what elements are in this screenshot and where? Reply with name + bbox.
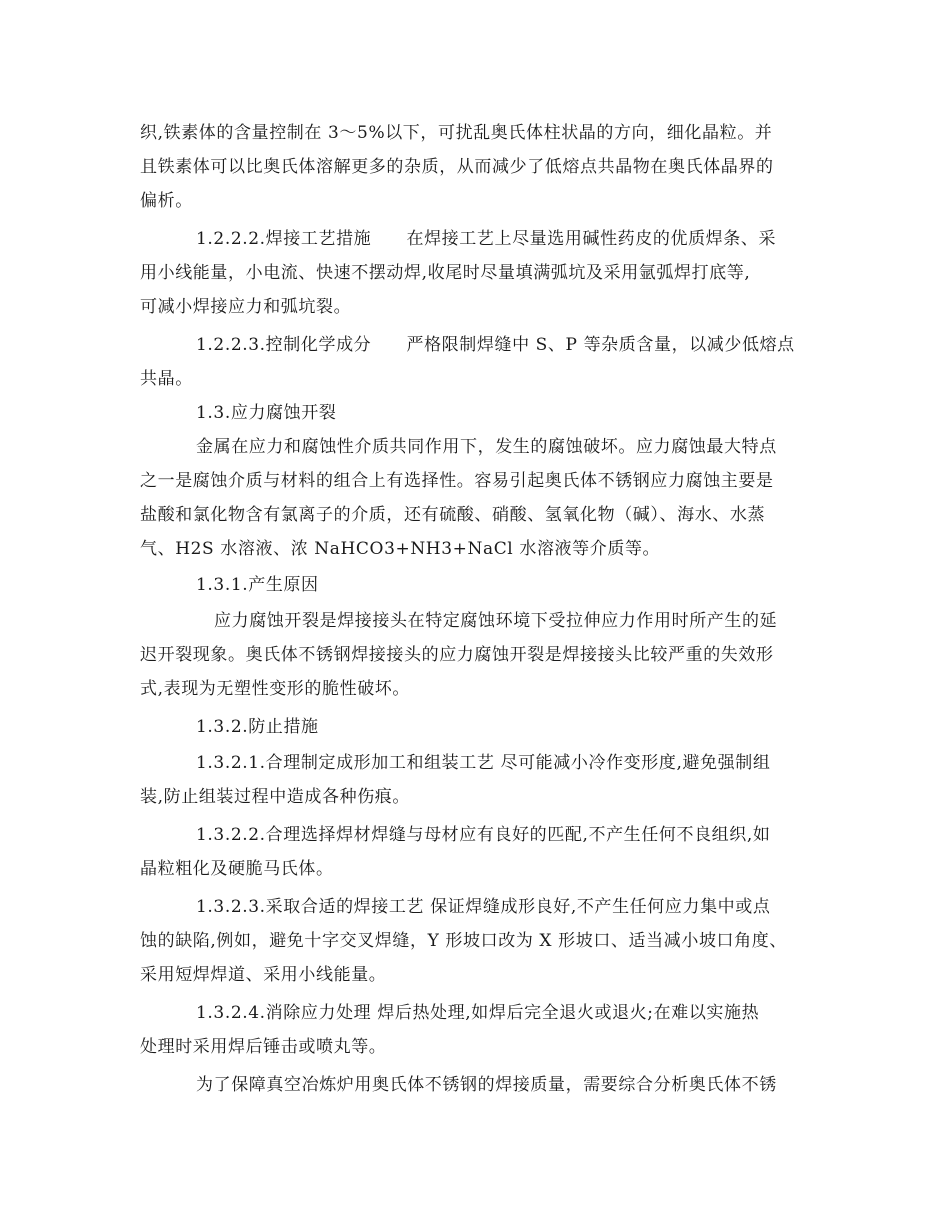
section-heading-1-2-2-2: 1.2.2.2.焊接工艺措施 在焊接工艺上尽量选用碱性药皮的优质焊条、采 bbox=[196, 229, 777, 249]
text-line: 盐酸和氯化物含有氯离子的介质，还有硫酸、硝酸、氢氧化物（碱）、海水、水蒸 bbox=[140, 505, 766, 525]
text-line: 用小线能量，小电流、快速不摆动焊,收尾时尽量填满弧坑及采用氩弧焊打底等, bbox=[140, 263, 751, 283]
text-line: 且铁素体可以比奥氏体溶解更多的杂质，从而减少了低熔点共晶物在奥氏体晶界的 bbox=[140, 157, 774, 177]
section-heading-1-3-1: 1.3.1.产生原因 bbox=[196, 575, 319, 595]
text-line: 采用短焊焊道、采用小线能量。 bbox=[140, 965, 387, 985]
text-line: 为了保障真空冶炼炉用奥氏体不锈钢的焊接质量，需要综合分析奥氏体不锈 bbox=[196, 1075, 777, 1095]
text-line: 应力腐蚀开裂是焊接接头在特定腐蚀环境下受拉伸应力作用时所产生的延 bbox=[214, 611, 778, 631]
section-heading-1-3-2-4: 1.3.2.4.消除应力处理 焊后热处理,如焊后完全退火或退火;在难以实施热 bbox=[196, 1003, 760, 1023]
text-line: 气、H2S 水溶液、浓 NaHCO3+NH3+NaCl 水溶液等介质等。 bbox=[140, 539, 661, 559]
text-line: 装,防止组装过程中造成各种伤痕。 bbox=[140, 787, 411, 807]
section-heading-1-2-2-3: 1.2.2.3.控制化学成分 严格限制焊缝中 S、P 等杂质含量，以减少低熔点 bbox=[196, 335, 795, 355]
text-line: 共晶。 bbox=[140, 369, 193, 389]
text-line: 式,表现为无塑性变形的脆性破坏。 bbox=[140, 679, 411, 699]
text-line: 晶粒粗化及硬脆马氏体。 bbox=[140, 859, 334, 879]
text-line: 织,铁素体的含量控制在 3～5%以下，可扰乱奥氏体柱状晶的方向，细化晶粒。并 bbox=[140, 123, 773, 143]
section-heading-1-3-2-2: 1.3.2.2.合理选择焊材焊缝与母材应有良好的匹配,不产生任何不良组织,如 bbox=[196, 825, 771, 845]
text-line: 蚀的缺陷,例如，避免十字交叉焊缝，Y 形坡口改为 X 形坡口、适当减小坡口角度、 bbox=[140, 931, 787, 951]
text-line: 处理时采用焊后锤击或喷丸等。 bbox=[140, 1037, 387, 1057]
section-heading-1-3: 1.3.应力腐蚀开裂 bbox=[196, 403, 337, 423]
section-heading-1-3-2-1: 1.3.2.1.合理制定成形加工和组装工艺 尽可能减小冷作变形度,避免强制组 bbox=[196, 753, 771, 773]
text-line: 之一是腐蚀介质与材料的组合上有选择性。容易引起奥氏体不锈钢应力腐蚀主要是 bbox=[140, 471, 774, 491]
text-line: 可减小焊接应力和弧坑裂。 bbox=[140, 297, 352, 317]
section-heading-1-3-2-3: 1.3.2.3.采取合适的焊接工艺 保证焊缝成形良好,不产生任何应力集中或点 bbox=[196, 897, 771, 917]
text-line: 金属在应力和腐蚀性介质共同作用下，发生的腐蚀破坏。应力腐蚀最大特点 bbox=[196, 437, 777, 457]
text-line: 偏析。 bbox=[140, 191, 193, 211]
text-line: 迟开裂现象。奥氏体不锈钢焊接接头的应力腐蚀开裂是焊接接头比较严重的失效形 bbox=[140, 645, 774, 665]
section-heading-1-3-2: 1.3.2.防止措施 bbox=[196, 717, 319, 737]
